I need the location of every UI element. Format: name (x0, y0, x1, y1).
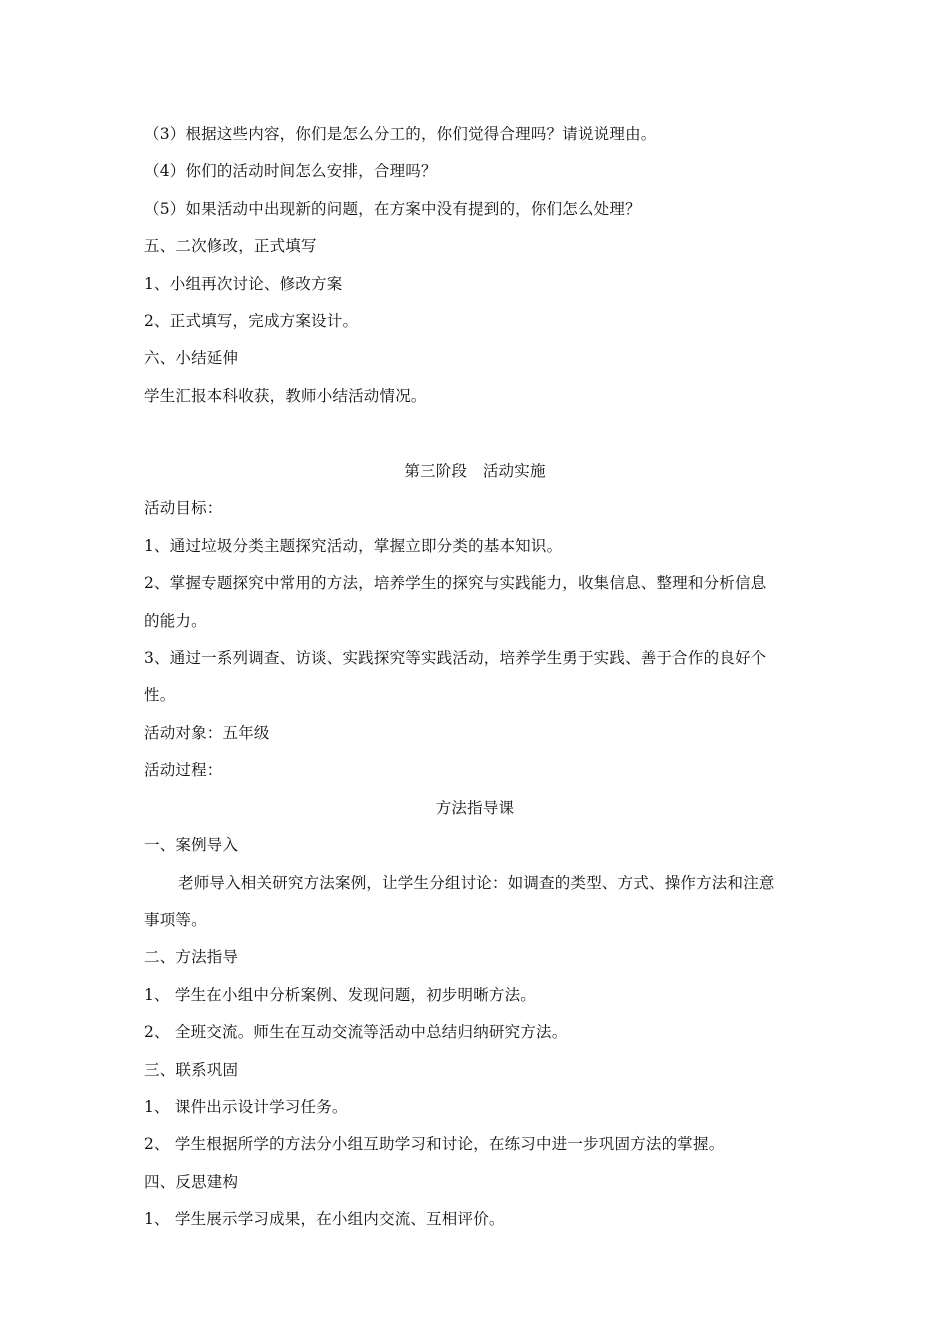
paragraph-continued: 事项等。 (144, 911, 207, 929)
section-heading-2: 二、方法指导 (144, 948, 239, 966)
list-item: 2、 学生根据所学的方法分小组互助学习和讨论，在练习中进一步巩固方法的掌握。 (144, 1135, 725, 1153)
goal-item-1: 1、通过垃圾分类主题探究活动，掌握立即分类的基本知识。 (144, 537, 563, 555)
section-heading-4: 四、反思建构 (144, 1173, 239, 1191)
list-item: 1、 课件出示设计学习任务。 (144, 1098, 348, 1116)
section-heading-5: 五、二次修改，正式填写 (144, 237, 317, 255)
activity-target: 活动对象：五年级 (144, 724, 270, 742)
section-heading-1: 一、案例导入 (144, 836, 239, 854)
paragraph: 学生汇报本科收获，教师小结活动情况。 (144, 387, 427, 405)
section-heading-6: 六、小结延伸 (144, 349, 239, 367)
activity-process-label: 活动过程： (144, 761, 223, 779)
activity-goals-label: 活动目标： (144, 499, 223, 517)
lesson-title: 方法指导课 (435, 799, 515, 817)
list-item: 1、小组再次讨论、修改方案 (144, 275, 343, 293)
paragraph: 老师导入相关研究方法案例，让学生分组讨论：如调查的类型、方式、操作方法和注意 (178, 874, 775, 892)
question-3: （3）根据这些内容，你们是怎么分工的，你们觉得合理吗？请说说理由。 (144, 125, 657, 143)
section-heading-3: 三、联系巩固 (144, 1061, 239, 1079)
stage-title: 第三阶段 活动实施 (404, 462, 546, 480)
list-item: 1、 学生在小组中分析案例、发现问题，初步明晰方法。 (144, 986, 536, 1004)
goal-item-3-continued: 性。 (144, 686, 176, 704)
question-4: （4）你们的活动时间怎么安排，合理吗？ (144, 162, 437, 180)
list-item: 1、 学生展示学习成果，在小组内交流、互相评价。 (144, 1210, 505, 1228)
goal-item-2-continued: 的能力。 (144, 612, 207, 630)
goal-item-2: 2、掌握专题探究中常用的方法，培养学生的探究与实践能力，收集信息、整理和分析信息 (144, 574, 767, 592)
question-5: （5）如果活动中出现新的问题，在方案中没有提到的，你们怎么处理？ (144, 200, 641, 218)
goal-item-3: 3、通过一系列调查、访谈、实践探究等实践活动，培养学生勇于实践、善于合作的良好个 (144, 649, 767, 667)
list-item: 2、正式填写，完成方案设计。 (144, 312, 359, 330)
list-item: 2、 全班交流。师生在互动交流等活动中总结归纳研究方法。 (144, 1023, 568, 1041)
